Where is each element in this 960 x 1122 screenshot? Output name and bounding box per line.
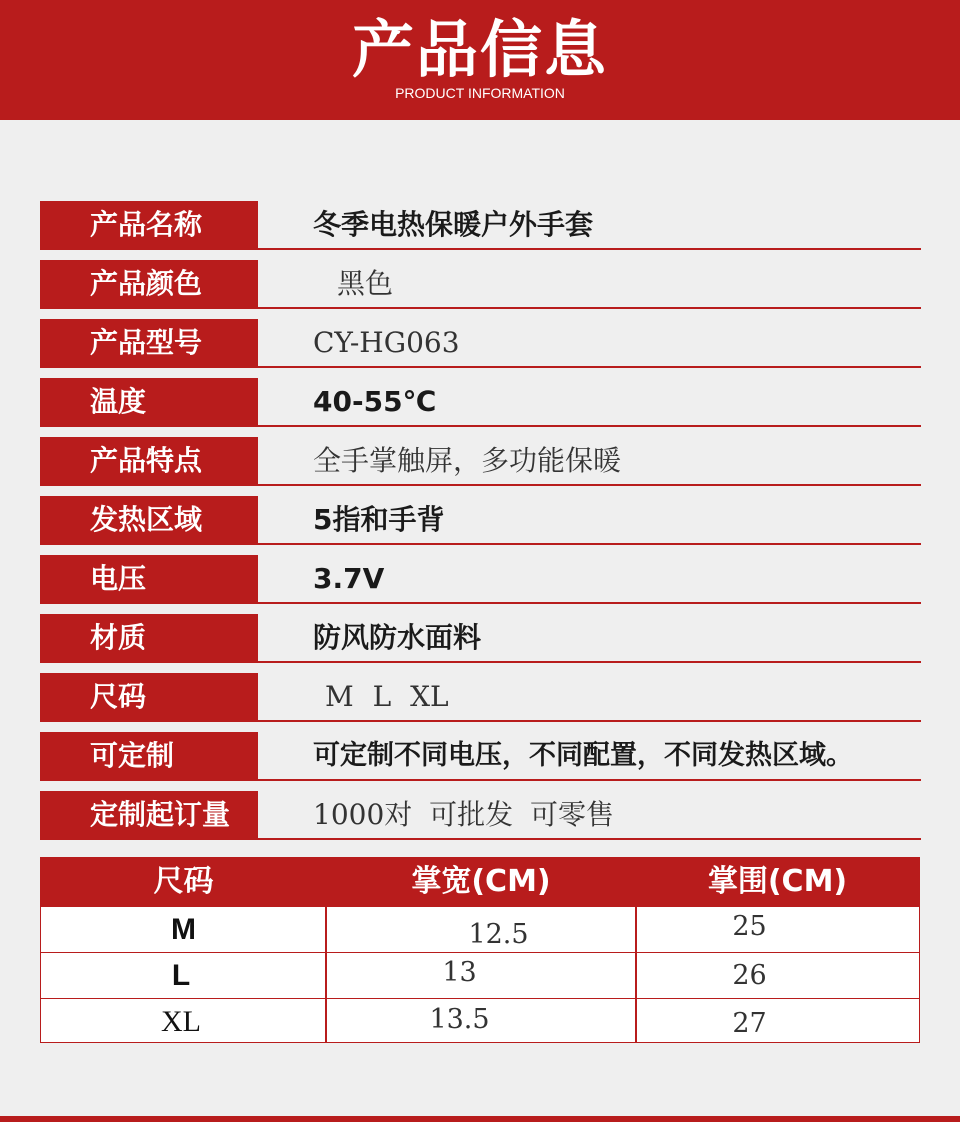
info-value: CY-HG063 <box>313 326 460 359</box>
table-cell-palm-girth: 26 <box>732 960 767 991</box>
info-value: 40-55℃ <box>313 385 437 418</box>
info-row-temperature <box>40 378 921 427</box>
column-divider <box>635 906 637 1042</box>
table-row <box>41 952 919 998</box>
info-label: 温度 <box>40 378 258 425</box>
table-cell-palm-girth: 25 <box>732 911 767 942</box>
info-value: 3.7V <box>313 562 385 595</box>
info-value: 冬季电热保暖户外手套 <box>313 208 594 241</box>
table-cell-palm-girth: 27 <box>732 1008 767 1039</box>
info-label: 产品颜色 <box>40 260 258 307</box>
size-table-header <box>41 858 919 906</box>
table-cell-size: M <box>171 913 196 946</box>
table-row <box>41 998 919 1044</box>
table-cell-palm-width: 13 <box>442 957 477 988</box>
info-value: 5指和手背 <box>313 503 445 536</box>
info-row-voltage <box>40 555 921 604</box>
table-cell-palm-width: 12.5 <box>468 919 529 950</box>
column-divider <box>325 906 327 1042</box>
info-label: 发热区域 <box>40 496 258 543</box>
table-cell-size: L <box>171 959 191 992</box>
footer-divider <box>0 1116 960 1122</box>
column-header-palm-girth: 掌围(CM) <box>707 864 848 899</box>
size-table <box>40 857 920 1043</box>
info-value: 全手掌触屏，多功能保暖 <box>313 444 622 477</box>
column-header-palm-width: 掌宽(CM) <box>411 864 551 899</box>
info-row-customizable <box>40 732 921 781</box>
info-label: 尺码 <box>40 673 258 720</box>
info-value: 黑色 <box>337 267 394 300</box>
info-row-heating-area <box>40 496 921 545</box>
info-row-material <box>40 614 921 663</box>
table-cell-size: XL <box>161 1005 201 1038</box>
header-banner <box>0 0 960 120</box>
info-label: 产品名称 <box>40 201 258 248</box>
info-label: 产品特点 <box>40 437 258 484</box>
info-label: 材质 <box>40 614 258 661</box>
info-value: 防风防水面料 <box>313 621 482 654</box>
table-row <box>41 906 919 952</box>
page-subtitle: PRODUCT INFORMATION <box>395 85 565 101</box>
info-row-moq <box>40 791 921 840</box>
page-title: 产品信息 <box>351 13 608 86</box>
info-label: 产品型号 <box>40 319 258 366</box>
info-label: 电压 <box>40 555 258 602</box>
info-row-size <box>40 673 921 722</box>
info-value: 1000对 可批发 可零售 <box>313 798 615 831</box>
info-value: M L XL <box>325 680 449 713</box>
table-cell-palm-width: 13.5 <box>429 1004 490 1035</box>
info-row-name <box>40 201 921 250</box>
column-header-size: 尺码 <box>153 864 214 899</box>
info-row-features <box>40 437 921 486</box>
info-row-color <box>40 260 921 309</box>
info-label: 定制起订量 <box>40 791 258 838</box>
info-row-model <box>40 319 921 368</box>
info-label: 可定制 <box>40 732 258 779</box>
info-value: 可定制不同电压，不同配置，不同发热区域。 <box>313 740 853 771</box>
